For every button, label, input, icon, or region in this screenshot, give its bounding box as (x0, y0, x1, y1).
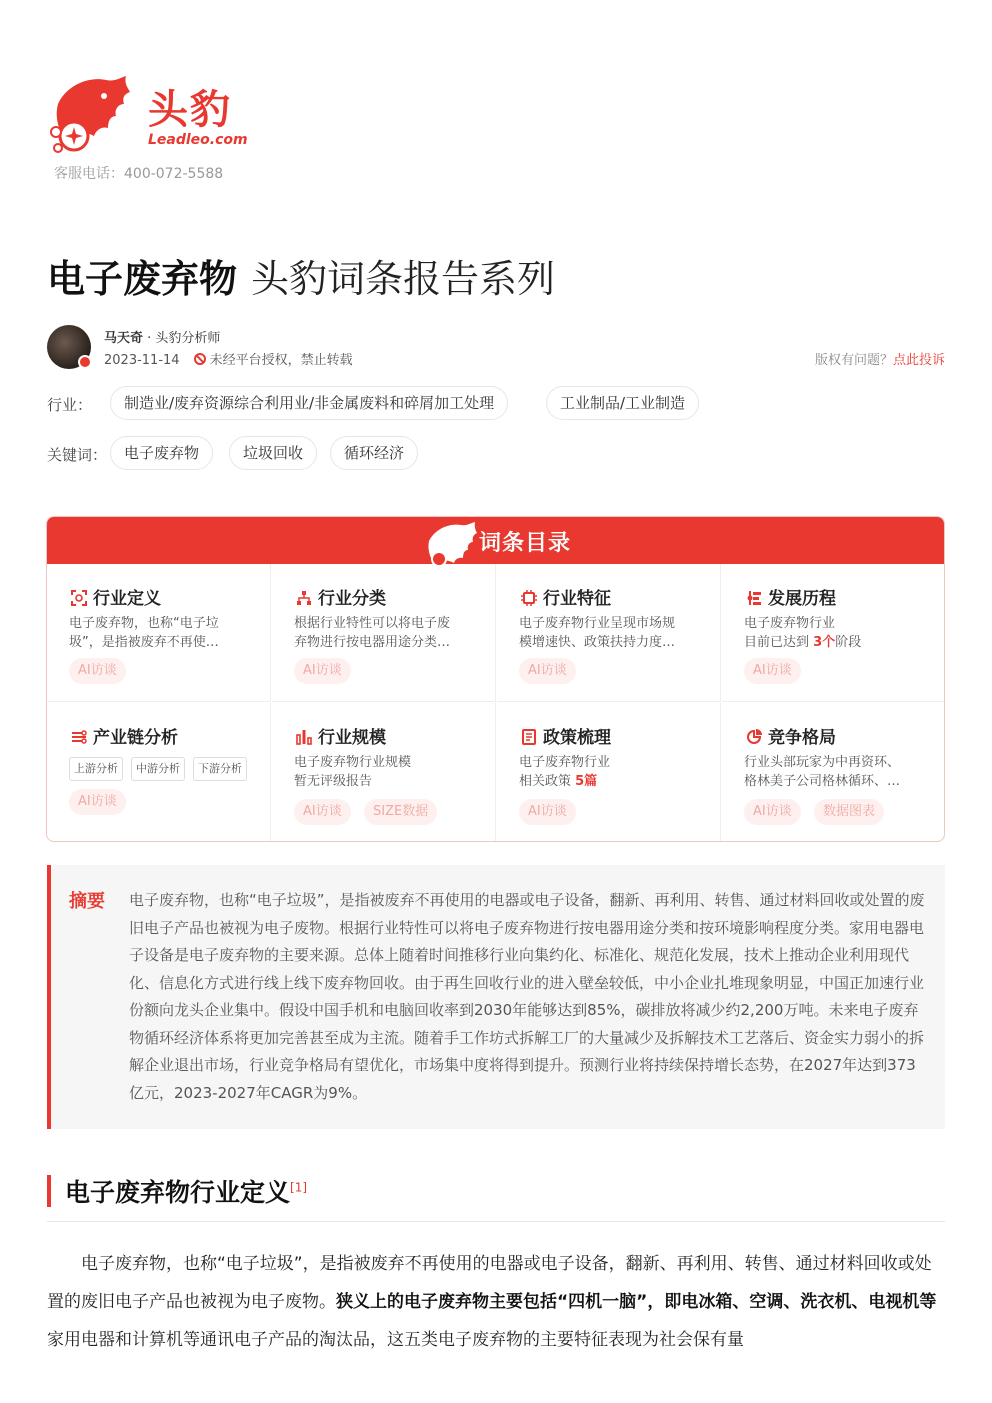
no-repost-text: 未经平台授权，禁止转载 (209, 353, 353, 368)
flow-icon (71, 729, 87, 745)
reference-marker[interactable]: [1] (290, 1180, 308, 1195)
toc-item-competition[interactable] (722, 703, 945, 841)
section-accent-bar (47, 1175, 51, 1207)
toc-item-title: 行业特征 (521, 584, 611, 609)
toc-item-title: 行业分类 (296, 584, 386, 609)
definition-paragraph: 电子废弃物，也称“电子垃圾”，是指被废弃不再使用的电器或电子设备，翻新、再利用、转售、通过材料回收或处置的废旧电子产品也被视为电子废物。狭义上的电子废弃物主要包括“四机一脑”，即电冰箱、空调、洗衣机、电视机等家用电器和计算机等通讯电子产品的淘汰品，这五类电子废弃物的主要特征表现为社会保有量 (47, 1254, 937, 1350)
toc-item-title: 发展历程 (746, 584, 836, 609)
keyword-tag[interactable]: 电子废弃物 (110, 436, 213, 470)
summary-label: 摘要 (69, 891, 105, 912)
toc-item-title: 行业定义 (71, 584, 161, 609)
size-data-chip[interactable]: SIZE数据 (364, 799, 437, 825)
keyword-tag[interactable]: 循环经济 (330, 436, 418, 470)
toc-title: 词条目录 (479, 531, 572, 556)
toc-item-desc: 行业头部玩家为中再资环、 格林美子公司格林循环、… (744, 755, 901, 789)
data-chart-chip[interactable]: 数据图表 (814, 799, 884, 825)
title-series: 头豹词条报告系列 (251, 257, 556, 301)
ai-interview-chip[interactable]: AI访谈 (744, 658, 801, 684)
keyword-tag[interactable]: 垃圾回收 (229, 436, 317, 470)
author-line (104, 327, 220, 346)
toc-item-definition[interactable] (47, 564, 271, 702)
industry-tag[interactable]: 制造业/废弃资源综合利用业/非金属废料和碎屑加工处理 (110, 386, 508, 420)
section-title: 电子废弃物行业定义[1] (65, 1178, 308, 1207)
bar-chart-icon (296, 729, 312, 745)
author-meta (104, 349, 353, 368)
title-main: 电子废弃物 (47, 257, 238, 301)
toc-item-desc: 根据行业特性可以将电子废 弃物进行按电器用途分类… (294, 616, 451, 650)
toc-item-title: 产业链分析 (71, 723, 178, 748)
midstream-analysis-tag[interactable]: 中游分析 (131, 757, 185, 781)
upstream-analysis-tag[interactable]: 上游分析 (69, 757, 123, 781)
keywords-label: 关键词： (47, 446, 108, 464)
ai-interview-chip[interactable]: AI访谈 (744, 799, 801, 825)
ai-interview-chip[interactable]: AI访谈 (69, 658, 126, 684)
complain-link[interactable]: 点此投诉 (892, 353, 945, 368)
timeline-icon (746, 590, 762, 606)
publish-date: 2023-11-14 (104, 353, 180, 368)
toc-item-title: 行业规模 (296, 723, 386, 748)
toc-item-desc: 电子废弃物行业 相关政策 5篇 (519, 755, 611, 789)
copyright-question: 版权有问题？ (814, 353, 893, 368)
toc-item-history[interactable] (722, 564, 945, 702)
pie-chart-icon (746, 729, 762, 745)
toc-item-policy[interactable] (497, 703, 721, 841)
summary-text: 电子废弃物，也称“电子垃圾”，是指被废弃不再使用的电器或电子设备，翻新、再利用、转售、通过材料回收或处置的废旧电子产品也被视为电子废物。根据行业特性可以将电子废弃物进行按电器用途分类和按环境影响程度分类。家用电器电子设备是电子废弃物的主要来源。总体上随着时间推移行业向集约化、标准化、规范化发展，技术上推动企业利用现代化、信息化方式进行线上线下废弃物回收。由于再生回收行业的进入壁垒较低，中小企业扎堆现象明显，中国正加速行业份额向龙头企业集中。假设中国手机和电脑回收率到2030年能够达到85%，碳排放将减少约2,200万吨。未来电子废弃物循环经济体系将更加完善甚至成为主流。随着手工作坊式拆解工厂的大量减少及拆解技术工艺落后、资金实力弱小的拆解企业退出市场，行业竞争格局有望优化，市场集中度将得到提升。预测行业将持续保持增长态势，在2027年达到373亿元，2023-2027年CAGR为9%。 (129, 891, 925, 1102)
copyright-line (815, 349, 945, 368)
toc-item-features[interactable] (497, 564, 721, 702)
ai-interview-chip[interactable]: AI访谈 (519, 799, 576, 825)
page-title (47, 248, 555, 303)
toc-item-desc: 电子废弃物行业规模 暂无评级报告 (294, 755, 412, 789)
toc-item-desc: 电子废弃物，也称“电子垃 圾”，是指被废弃不再使… (69, 616, 219, 650)
leopard-mark-icon (423, 519, 477, 569)
verified-badge-icon (78, 355, 92, 369)
toc-item-classification[interactable] (272, 564, 496, 702)
toc-item-title: 政策梳理 (521, 723, 611, 748)
document-icon (521, 729, 537, 745)
ai-interview-chip[interactable]: AI访谈 (294, 799, 351, 825)
brand-site[interactable]: Leadleo.com (148, 132, 248, 148)
brand-name: 头豹 (148, 87, 232, 133)
toc-panel (46, 516, 945, 842)
author-role: · 头豹分析师 (143, 331, 221, 346)
toc-item-value-chain[interactable] (47, 703, 271, 841)
toc-item-title: 竞争格局 (746, 723, 836, 748)
forbidden-icon (194, 353, 206, 365)
ai-interview-chip[interactable]: AI访谈 (519, 658, 576, 684)
definition-highlight: 狭义上的电子废弃物主要包括“四机一脑”，即电冰箱、空调、洗衣机、电视机等 (336, 1292, 937, 1312)
ai-interview-chip[interactable]: AI访谈 (69, 789, 126, 815)
no-repost-notice (194, 349, 353, 368)
service-hotline: 客服电话：400-072-5588 (54, 166, 224, 182)
toc-item-market-size[interactable] (272, 703, 496, 841)
hierarchy-icon (296, 590, 312, 606)
toc-header (47, 517, 944, 564)
downstream-analysis-tag[interactable]: 下游分析 (193, 757, 247, 781)
author-name[interactable]: 马天奇 (104, 331, 144, 346)
scan-icon (71, 590, 87, 606)
toc-item-desc: 电子废弃物行业呈现市场规 模增速快、政策扶持力度… (519, 616, 676, 650)
leopard-logo-icon (44, 70, 134, 160)
ai-interview-chip[interactable]: AI访谈 (294, 658, 351, 684)
summary-box (47, 865, 945, 1129)
chip-icon (521, 590, 537, 606)
section-divider (47, 1221, 945, 1222)
industry-tag[interactable]: 工业制品/工业制造 (546, 386, 699, 420)
industry-label: 行业： (47, 396, 93, 414)
toc-item-desc: 电子废弃物行业 目前已达到 3个阶段 (744, 616, 862, 650)
